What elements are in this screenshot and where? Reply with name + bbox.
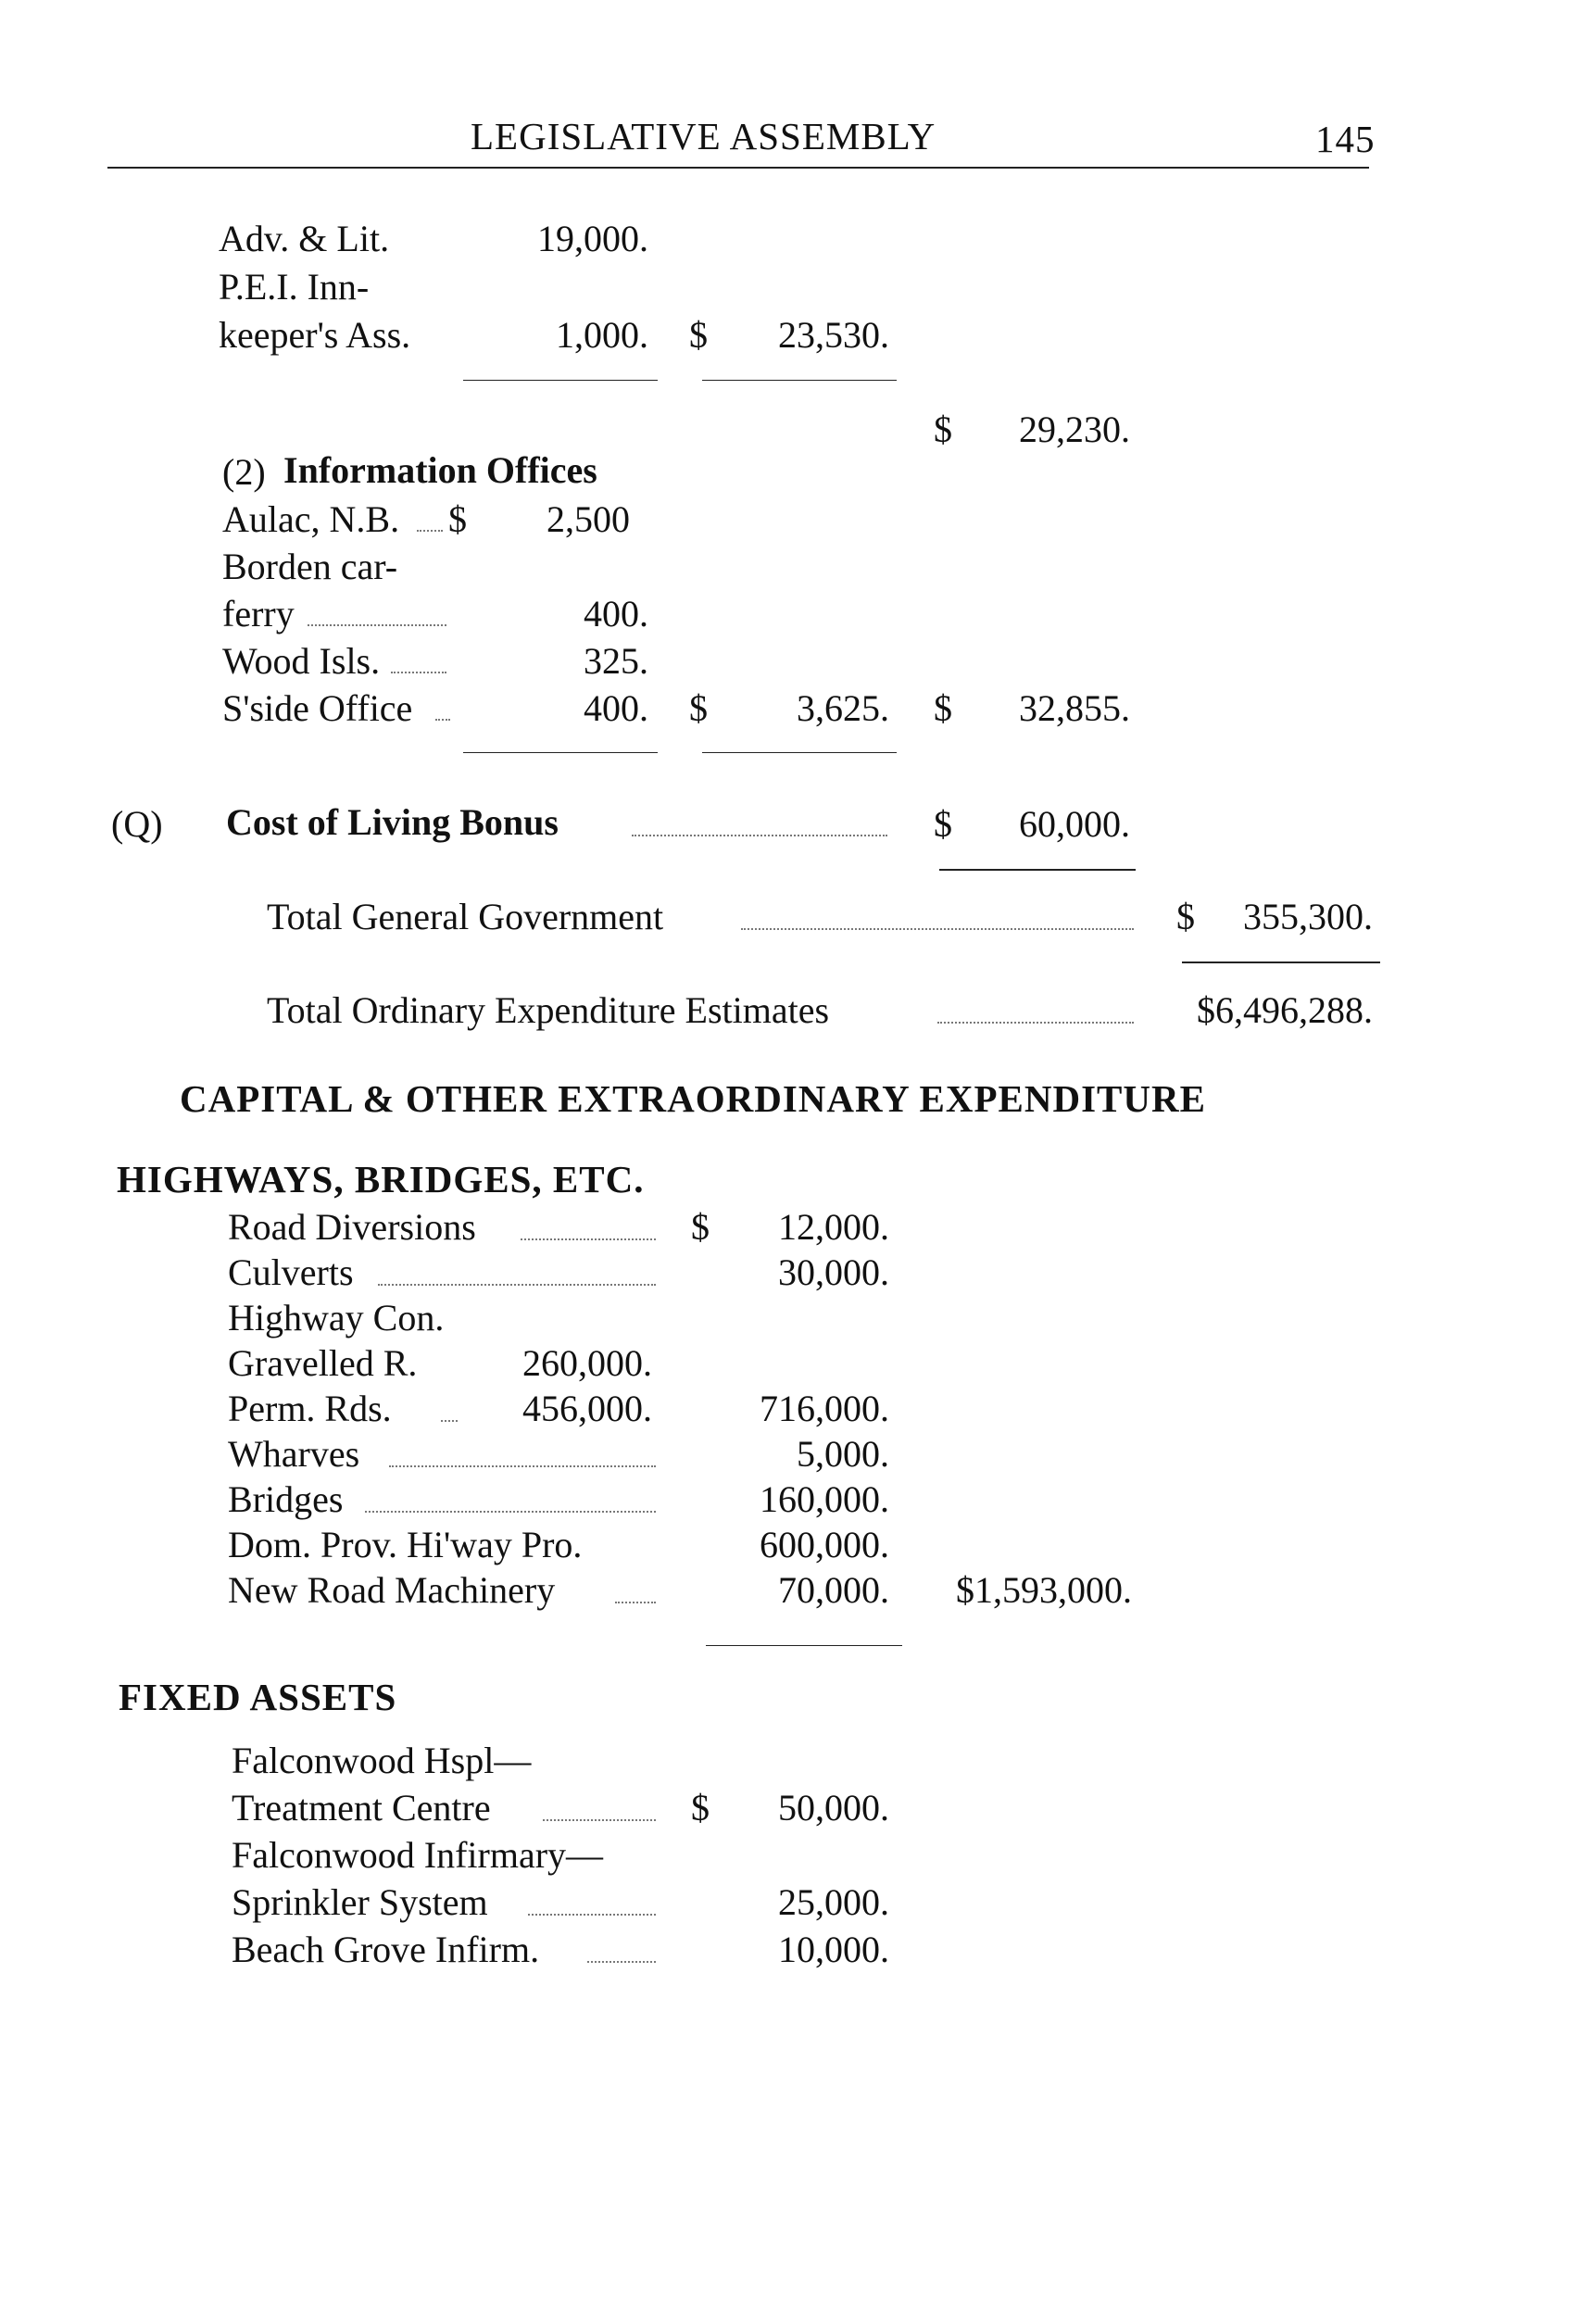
dollar-sign: $ (934, 408, 952, 450)
row-label: Highway Con. (228, 1297, 445, 1339)
total-general-amount: 355,300. (1243, 896, 1373, 937)
section-number: (2) (222, 451, 266, 493)
row-amount: 600,000. (760, 1524, 889, 1565)
row-amount: 716,000. (760, 1388, 889, 1429)
bonus-label: Cost of Living Bonus (226, 801, 559, 843)
block-total: $1,593,000. (956, 1569, 1132, 1611)
leader-dots (937, 1022, 1134, 1024)
dollar-sign: $ (448, 498, 467, 540)
row-label: P.E.I. Inn- (219, 266, 370, 308)
row-amount: 160,000. (760, 1478, 889, 1520)
total-general-label: Total General Government (267, 896, 664, 937)
sum-rule (463, 380, 658, 381)
bonus-amount: 60,000. (1019, 803, 1130, 845)
row-label: Wharves (228, 1433, 360, 1475)
leader-dots (528, 1914, 656, 1916)
row-label: Adv. & Lit. (219, 218, 390, 259)
row-sub-amount: 456,000. (522, 1388, 652, 1429)
page-header-title: LEGISLATIVE ASSEMBLY (471, 115, 936, 157)
row-amount: 12,000. (778, 1206, 889, 1248)
row-label: Gravelled R. (228, 1342, 418, 1384)
row-label: Culverts (228, 1251, 354, 1293)
fixed-assets-heading: FIXED ASSETS (119, 1676, 397, 1718)
section-letter: (Q) (111, 803, 163, 845)
row-subtotal: 23,530. (778, 314, 889, 356)
row-label: S'side Office (222, 687, 413, 729)
capital-heading: CAPITAL & OTHER EXTRAORDINARY EXPENDITURE (180, 1077, 1206, 1120)
row-label: Road Diversions (228, 1206, 476, 1248)
row-label: Falconwood Hspl— (232, 1740, 532, 1781)
total-ordinary-label: Total Ordinary Expenditure Estimates (267, 989, 830, 1031)
leader-dots (441, 1420, 458, 1422)
row-label: Treatment Centre (232, 1787, 491, 1829)
row-amount: 50,000. (778, 1787, 889, 1829)
row-amount: 400. (584, 593, 648, 635)
leader-dots (308, 624, 446, 626)
leader-dots (435, 719, 450, 721)
row-amount: 19,000. (537, 218, 648, 259)
row-label: Dom. Prov. Hi'way Pro. (228, 1524, 583, 1565)
dollar-sign: $ (689, 687, 708, 729)
sum-rule (1182, 961, 1380, 963)
section-heading: Information Offices (283, 449, 597, 491)
sum-rule (706, 1645, 902, 1646)
leader-dots (615, 1602, 656, 1603)
dollar-sign: $ (1176, 896, 1195, 937)
dollar-sign: $ (691, 1206, 710, 1248)
header-rule (107, 167, 1369, 169)
row-amount: 2,500 (547, 498, 630, 540)
leader-dots (365, 1511, 656, 1513)
row-amount: 70,000. (778, 1569, 889, 1611)
leader-dots (378, 1284, 656, 1286)
highways-heading: HIGHWAYS, BRIDGES, ETC. (117, 1158, 645, 1200)
sum-rule (702, 380, 897, 381)
row-amount: 5,000. (797, 1433, 889, 1475)
row-label: New Road Machinery (228, 1569, 556, 1611)
dollar-sign: $ (934, 687, 952, 729)
row-amount: 400. (584, 687, 648, 729)
row-label: Bridges (228, 1478, 344, 1520)
row-label: Perm. Rds. (228, 1388, 392, 1429)
row-label: Falconwood Infirmary— (232, 1834, 604, 1876)
row-label: ferry (222, 593, 295, 635)
row-label: Wood Isls. (222, 640, 381, 682)
row-label: Sprinkler System (232, 1881, 488, 1923)
row-amount: 325. (584, 640, 648, 682)
dollar-sign: $ (691, 1787, 710, 1829)
row-amount: 25,000. (778, 1881, 889, 1923)
block-total: 29,230. (1019, 408, 1130, 450)
leader-dots (417, 530, 443, 532)
row-amount: 30,000. (778, 1251, 889, 1293)
leader-dots (389, 1465, 656, 1467)
row-amount: 1,000. (556, 314, 648, 356)
dollar-sign: $ (934, 803, 952, 845)
leader-dots (521, 1238, 656, 1240)
page-number: 145 (1315, 118, 1376, 160)
row-label: Beach Grove Infirm. (232, 1929, 540, 1970)
dollar-sign: $ (689, 314, 708, 356)
leader-dots (632, 835, 887, 836)
leader-dots (543, 1819, 656, 1821)
sum-rule (463, 752, 658, 753)
leader-dots (587, 1961, 656, 1963)
sum-rule (702, 752, 897, 753)
row-label: keeper's Ass. (219, 314, 411, 356)
total-ordinary-amount: $6,496,288. (1197, 989, 1373, 1031)
leader-dots (741, 928, 1134, 930)
row-label: Borden car- (222, 546, 398, 587)
row-label: Aulac, N.B. (222, 498, 400, 540)
row-subtotal: 3,625. (797, 687, 889, 729)
row-amount: 10,000. (778, 1929, 889, 1970)
sum-rule (939, 869, 1136, 871)
block-total: 32,855. (1019, 687, 1130, 729)
leader-dots (391, 672, 446, 673)
row-sub-amount: 260,000. (522, 1342, 652, 1384)
